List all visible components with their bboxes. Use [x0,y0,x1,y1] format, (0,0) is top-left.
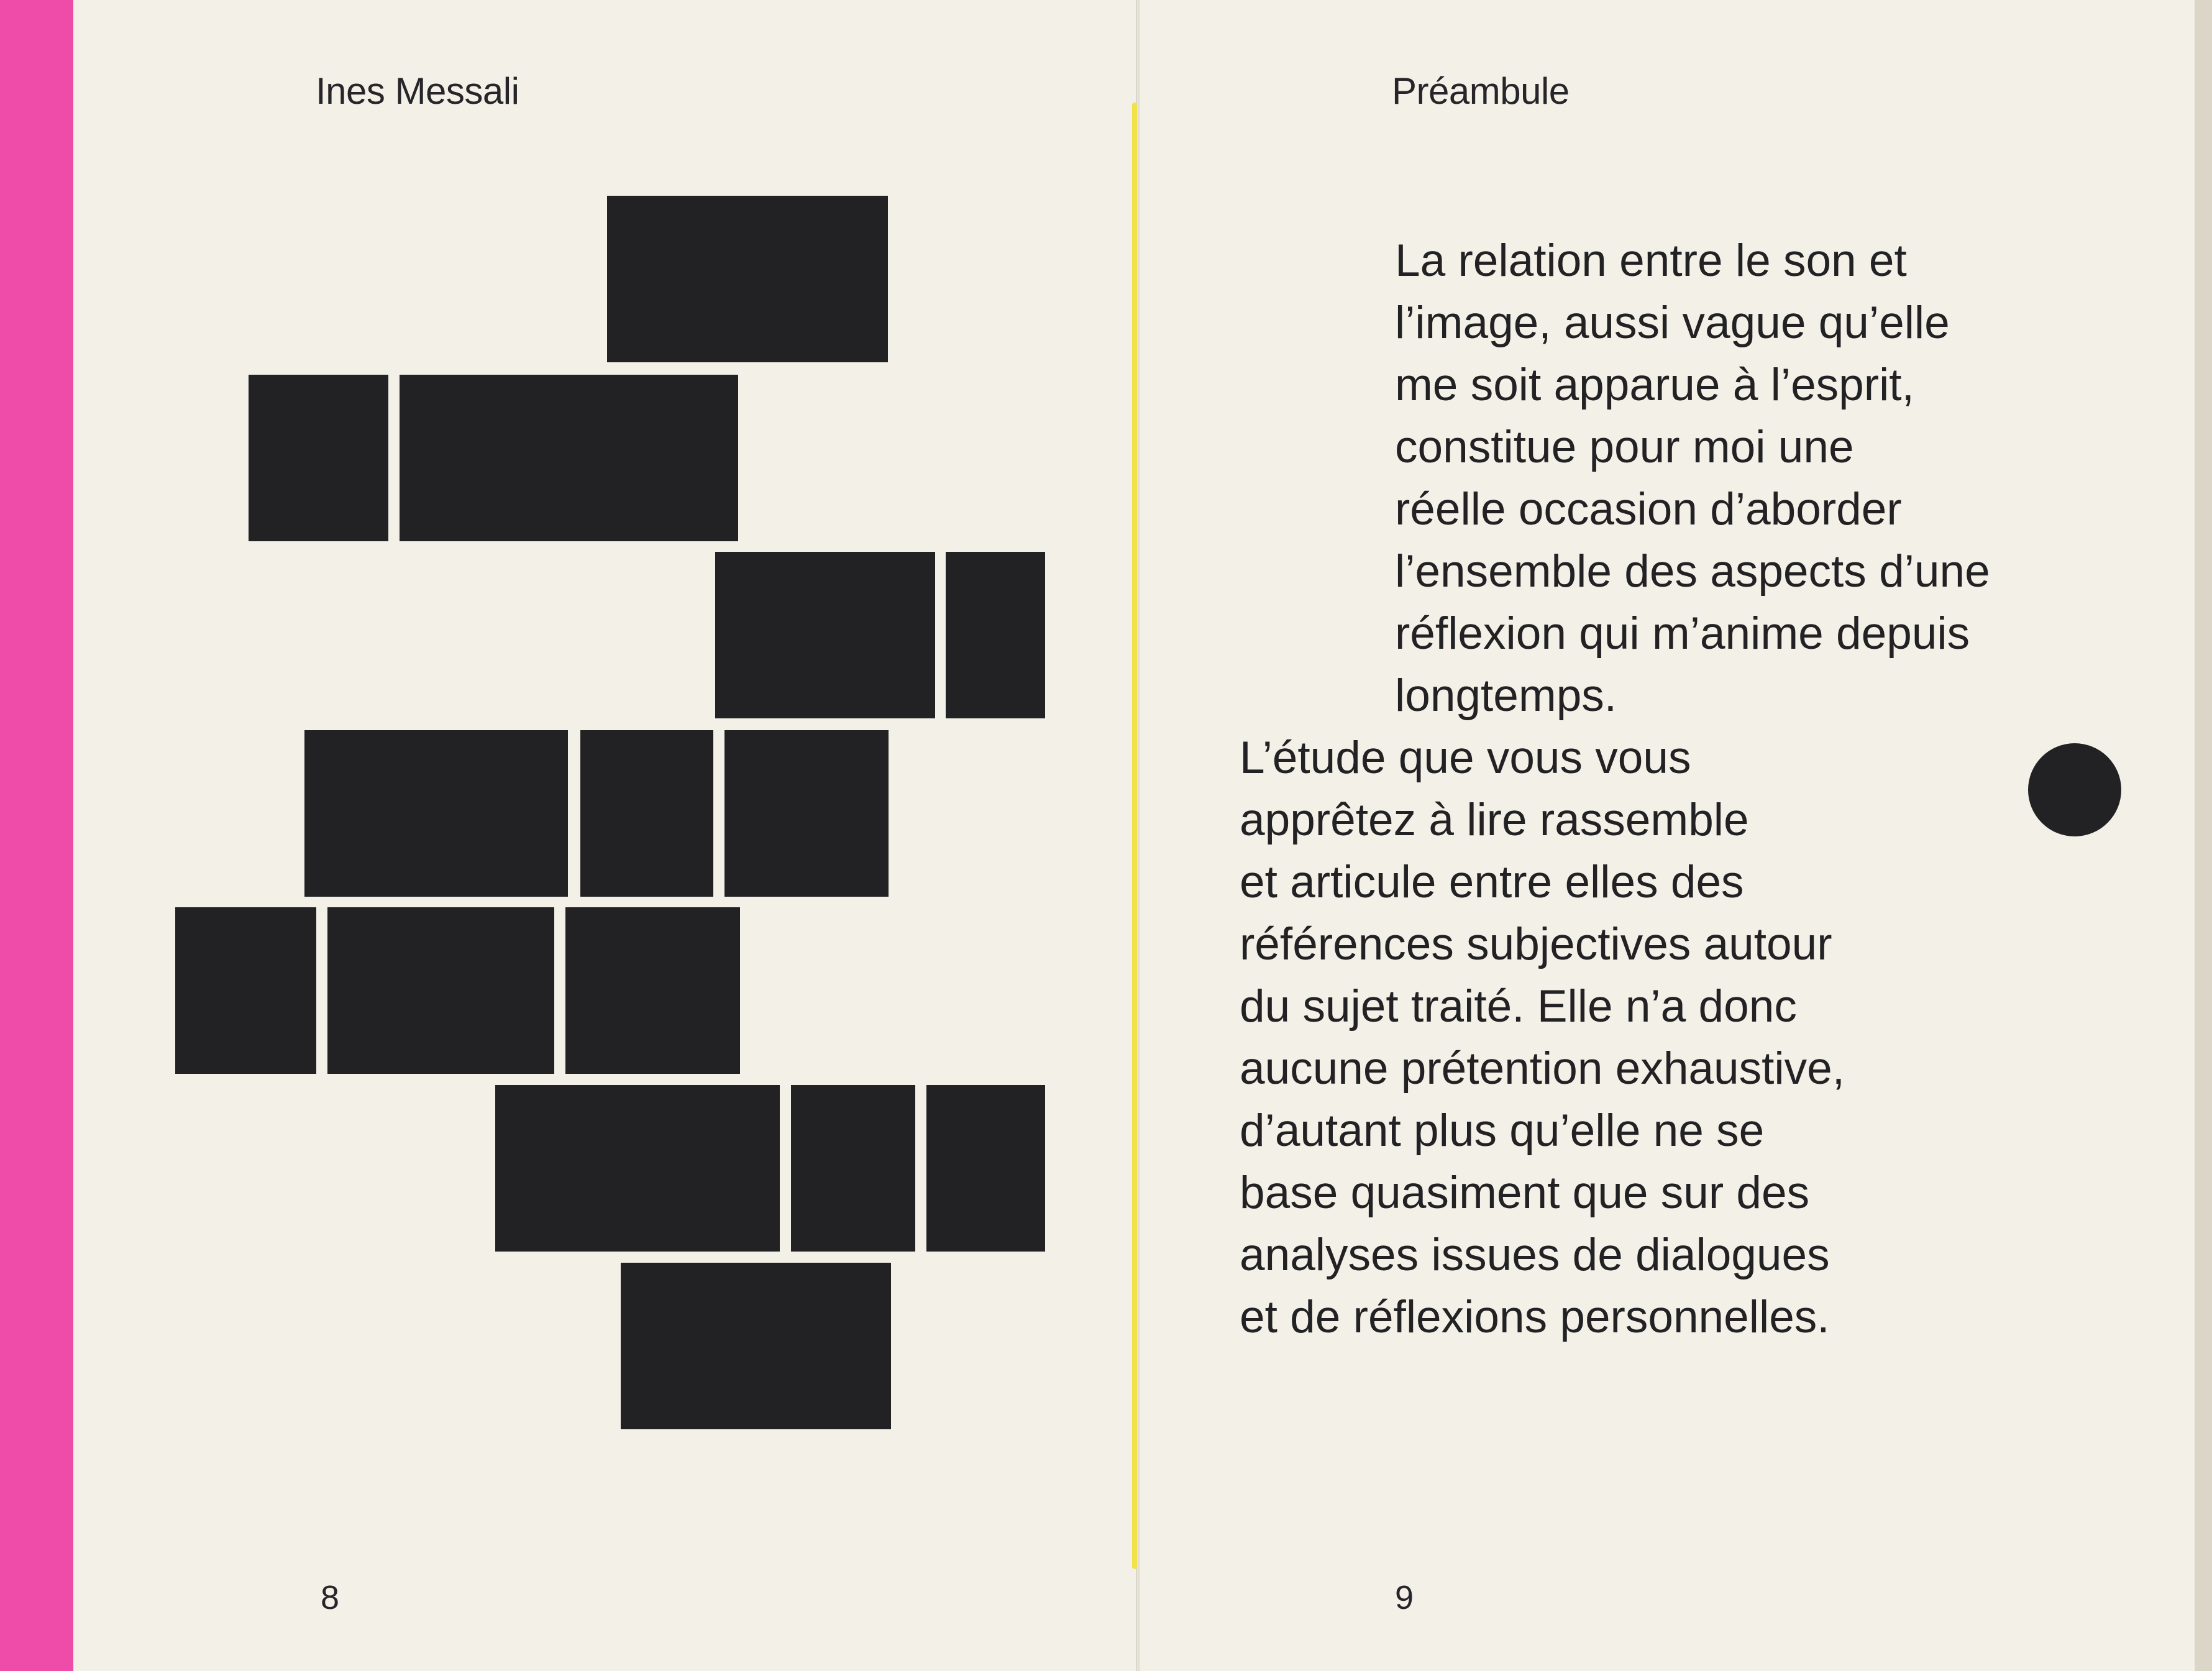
black-block [946,552,1045,718]
text-line: apprêtez à lire rassemble [1240,795,1749,845]
black-block [249,375,388,541]
binding-thread [1132,103,1137,1569]
text-line: aucune prétention exhaustive, [1240,1043,1845,1094]
text-line: et de réflexions personnelles. [1240,1292,1830,1342]
text-line: L’étude que vous vous [1240,733,1691,783]
text-line: du sujet traité. Elle n’a donc [1240,981,1797,1032]
black-block [304,730,568,897]
black-dot-marker [2028,743,2121,836]
black-block [926,1085,1045,1252]
black-block [400,375,738,541]
text-line: me soit apparue à l’esprit, [1395,360,1914,410]
text-line: réflexion qui m’anime depuis [1395,608,1970,659]
black-block [327,907,554,1074]
black-block [724,730,889,897]
black-block [495,1085,780,1252]
page-number-left: 8 [321,1579,340,1616]
black-block [565,907,740,1074]
page-edges [2195,0,2212,1671]
preamble-paragraph-1 [1395,230,2141,727]
text-line: d’autant plus qu’elle ne se [1240,1106,1765,1156]
black-block [621,1263,891,1429]
text-line: l’image, aussi vague qu’elle [1395,298,1950,348]
black-block [175,907,316,1074]
black-block [715,552,935,718]
text-line: et articule entre elles des [1240,857,1744,907]
text-line: l’ensemble des aspects d’une [1395,546,1990,597]
text-line: références subjectives autour [1240,919,1832,969]
black-block [791,1085,915,1252]
section-running-head: Préambule [1392,70,1570,112]
black-block [607,196,888,362]
black-block [580,730,713,897]
text-line: analyses issues de dialogues [1240,1230,1830,1280]
text-line: réelle occasion d’aborder [1395,484,1902,534]
text-line: longtemps. [1395,671,1617,721]
page-number-right: 9 [1395,1579,1414,1616]
author-running-head: Ines Messali [316,70,519,112]
text-line: base quasiment que sur des [1240,1168,1810,1218]
text-line: La relation entre le son et [1395,236,1907,286]
text-line: constitue pour moi une [1395,422,1854,472]
preamble-paragraph-2 [1240,727,2047,1348]
